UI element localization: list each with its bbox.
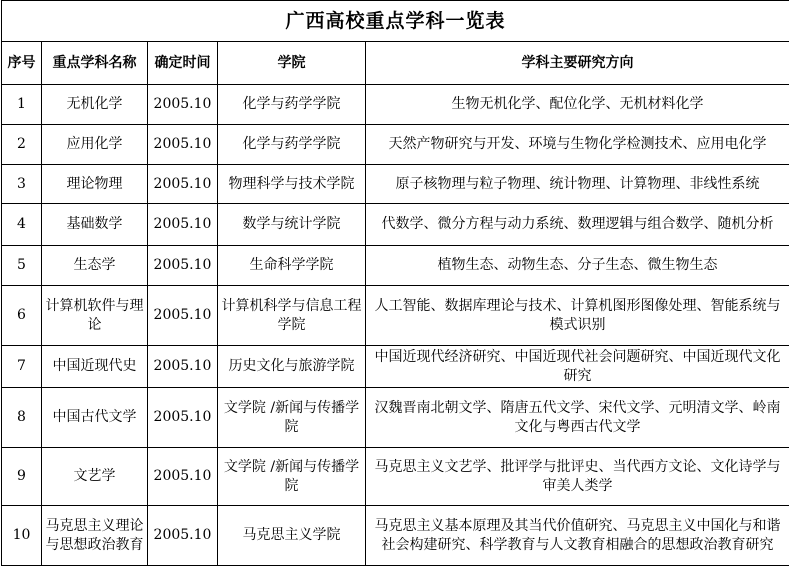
table-row — [2, 388, 790, 448]
cell-name: 生态学 — [42, 246, 148, 286]
table-row — [2, 286, 790, 346]
cell-date: 2005.10 — [148, 388, 218, 448]
cell-date: 2005.10 — [148, 506, 218, 566]
cell-no: 10 — [2, 506, 42, 566]
header-date: 确定时间 — [148, 42, 218, 85]
table-row — [2, 346, 790, 388]
cell-college: 文学院 /新闻与传播学院 — [218, 388, 366, 448]
cell-no: 5 — [2, 246, 42, 286]
cell-no: 4 — [2, 204, 42, 246]
cell-date: 2005.10 — [148, 346, 218, 388]
cell-no: 9 — [2, 448, 42, 506]
cell-name: 应用化学 — [42, 125, 148, 165]
cell-no: 2 — [2, 125, 42, 165]
cell-name: 马克思主义理论与思想政治教育 — [42, 506, 148, 566]
header-row — [2, 42, 790, 85]
cell-college: 数学与统计学院 — [218, 204, 366, 246]
cell-direction: 生物无机化学、配位化学、无机材料化学 — [366, 85, 790, 125]
cell-name: 无机化学 — [42, 85, 148, 125]
table-title: 广西高校重点学科一览表 — [2, 1, 790, 42]
cell-direction: 天然产物研究与开发、环境与生物化学检测技术、应用电化学 — [366, 125, 790, 165]
cell-date: 2005.10 — [148, 246, 218, 286]
cell-name: 理论物理 — [42, 165, 148, 204]
cell-no: 8 — [2, 388, 42, 448]
table-row — [2, 204, 790, 246]
table-row — [2, 448, 790, 506]
spreadsheet-sheet — [1, 0, 789, 568]
cell-direction: 汉魏晋南北朝文学、隋唐五代文学、宋代文学、元明清文学、岭南文化与粤西古代文学 — [366, 388, 790, 448]
cell-direction: 原子核物理与粒子物理、统计物理、计算物理、非线性系统 — [366, 165, 790, 204]
header-college: 学院 — [218, 42, 366, 85]
cell-date: 2005.10 — [148, 448, 218, 506]
cell-name: 基础数学 — [42, 204, 148, 246]
header-no: 序号 — [2, 42, 42, 85]
cell-name: 计算机软件与理论 — [42, 286, 148, 346]
cell-college: 物理科学与技术学院 — [218, 165, 366, 204]
cell-college: 计算机科学与信息工程学院 — [218, 286, 366, 346]
cell-no: 6 — [2, 286, 42, 346]
cell-date: 2005.10 — [148, 204, 218, 246]
cell-college: 马克思主义学院 — [218, 506, 366, 566]
cell-date: 2005.10 — [148, 125, 218, 165]
header-name: 重点学科名称 — [42, 42, 148, 85]
cell-college: 历史文化与旅游学院 — [218, 346, 366, 388]
table-row — [2, 125, 790, 165]
cell-name: 中国近现代史 — [42, 346, 148, 388]
cell-direction: 中国近现代经济研究、中国近现代社会问题研究、中国近现代文化研究 — [366, 346, 790, 388]
cell-name: 文艺学 — [42, 448, 148, 506]
cell-date: 2005.10 — [148, 286, 218, 346]
cell-direction: 植物生态、动物生态、分子生态、微生物生态 — [366, 246, 790, 286]
table-row — [2, 246, 790, 286]
cell-no: 1 — [2, 85, 42, 125]
cell-date: 2005.10 — [148, 85, 218, 125]
cell-college: 化学与药学学院 — [218, 125, 366, 165]
cell-date: 2005.10 — [148, 165, 218, 204]
key-disciplines-table — [1, 0, 789, 566]
table-row — [2, 506, 790, 566]
cell-direction: 人工智能、数据库理论与技术、计算机图形图像处理、智能系统与模式识别 — [366, 286, 790, 346]
cell-no: 3 — [2, 165, 42, 204]
cell-direction: 马克思主义文艺学、批评学与批评史、当代西方文论、文化诗学与审美人类学 — [366, 448, 790, 506]
table-row — [2, 165, 790, 204]
cell-direction: 马克思主义基本原理及其当代价值研究、马克思主义中国化与和谐社会构建研究、科学教育与人文教育相融合的思想政治教育研究 — [366, 506, 790, 566]
cell-college: 化学与药学学院 — [218, 85, 366, 125]
cell-name: 中国古代文学 — [42, 388, 148, 448]
cell-no: 7 — [2, 346, 42, 388]
table-row — [2, 85, 790, 125]
cell-college: 文学院 /新闻与传播学院 — [218, 448, 366, 506]
header-direction: 学科主要研究方向 — [366, 42, 790, 85]
cell-direction: 代数学、微分方程与动力系统、数理逻辑与组合数学、随机分析 — [366, 204, 790, 246]
cell-college: 生命科学学院 — [218, 246, 366, 286]
